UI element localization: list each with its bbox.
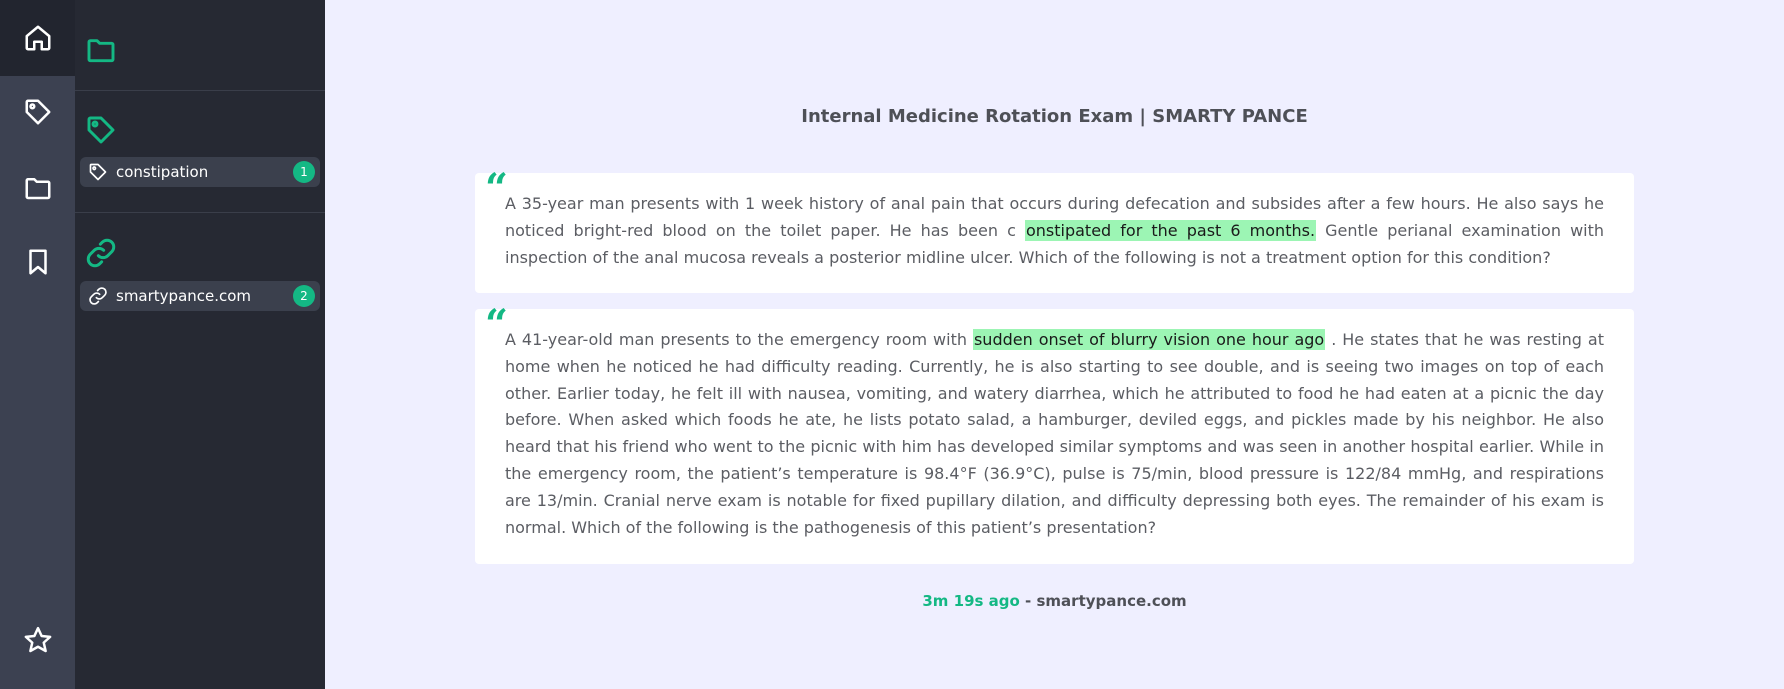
folder-icon — [85, 34, 117, 66]
folders-nav-button[interactable] — [0, 160, 75, 216]
text-before: A 41-year-old man presents to the emergency room with — [505, 330, 973, 349]
icon-rail — [0, 0, 75, 689]
link-icon — [88, 286, 108, 306]
tags-nav-button[interactable] — [0, 84, 75, 140]
tag-icon — [23, 97, 53, 127]
home-button[interactable] — [0, 0, 75, 76]
star-icon — [23, 625, 53, 655]
count-badge: 2 — [293, 285, 315, 307]
tag-icon — [85, 114, 117, 146]
quote-icon: “ — [485, 301, 509, 348]
highlighted-text: onstipated for the past 6 months. — [1025, 220, 1316, 240]
highlight-card[interactable] — [475, 165, 1634, 293]
text-after: Gentle perianal examination with inspection of the anal mucosa reveals a posterior midline ulcer. Which of the following is not a treatment option for this condition? — [505, 220, 1605, 267]
timestamp: 3m 19s ago — [922, 592, 1020, 610]
text-before: A 35-year man presents with 1 week history of anal pain that occurs during defecation and subsides after a few hours. He also says he noticed bright-red blood on the toilet paper. He has been c — [505, 194, 1604, 240]
footer-meta — [325, 592, 1784, 610]
favorites-nav-button[interactable] — [0, 612, 75, 668]
quote-icon: “ — [485, 165, 509, 212]
highlight-text — [505, 309, 1604, 541]
highlight-text — [505, 173, 1604, 271]
sidebar-item-label: constipation — [116, 163, 209, 181]
page-title: Internal Medicine Rotation Exam | SMARTY PANCE — [801, 106, 1308, 127]
tag-icon — [88, 162, 108, 182]
sidebar-item-smartypance[interactable] — [80, 281, 320, 311]
sidebar-item-label: smartypance.com — [116, 287, 252, 305]
divider — [75, 212, 325, 213]
link-icon — [85, 237, 117, 269]
bookmark-icon — [23, 247, 53, 277]
sidebar-item-constipation[interactable] — [80, 157, 320, 187]
home-icon — [23, 23, 53, 53]
divider — [75, 90, 325, 91]
separator: - — [1019, 592, 1037, 610]
highlight-card[interactable] — [475, 301, 1634, 564]
highlighted-text: sudden onset of blurry vision one hour ago — [973, 330, 1325, 349]
text-after: . He states that he was resting at home when he noticed he had difficulty reading. Currently, he is also starting to see double, and is seeing two images on top of each other. Earlier today, he felt ill with nausea, vomiting, and watery diarrhea, which he attributed to food he had eaten at a picnic the day before. When asked which foods he ate, he lists potato salad, a hamburger, deviled eggs, and pickles made by his neighbor. He also heard that his friend who went to the picnic with him has developed similar symptoms and was seen in another hospital earlier. While in the emergency room, the patient’s temperature is 98.4°F (36.9°C), pulse is 75/min, blood pressure is 122/84 mmHg, and respirations are 13/min. Cranial nerve exam is notable for fixed pupillary dilation, and difficulty depressing both eyes. The remainder of his exam is normal. Which of the following is the pathogenesis of this patient’s presentation? — [505, 330, 1604, 537]
sidebar-panel — [75, 0, 325, 689]
count-badge: 1 — [293, 161, 315, 183]
source-link[interactable]: smartypance.com — [1036, 592, 1187, 610]
bookmarks-nav-button[interactable] — [0, 234, 75, 290]
folder-icon — [23, 173, 53, 203]
